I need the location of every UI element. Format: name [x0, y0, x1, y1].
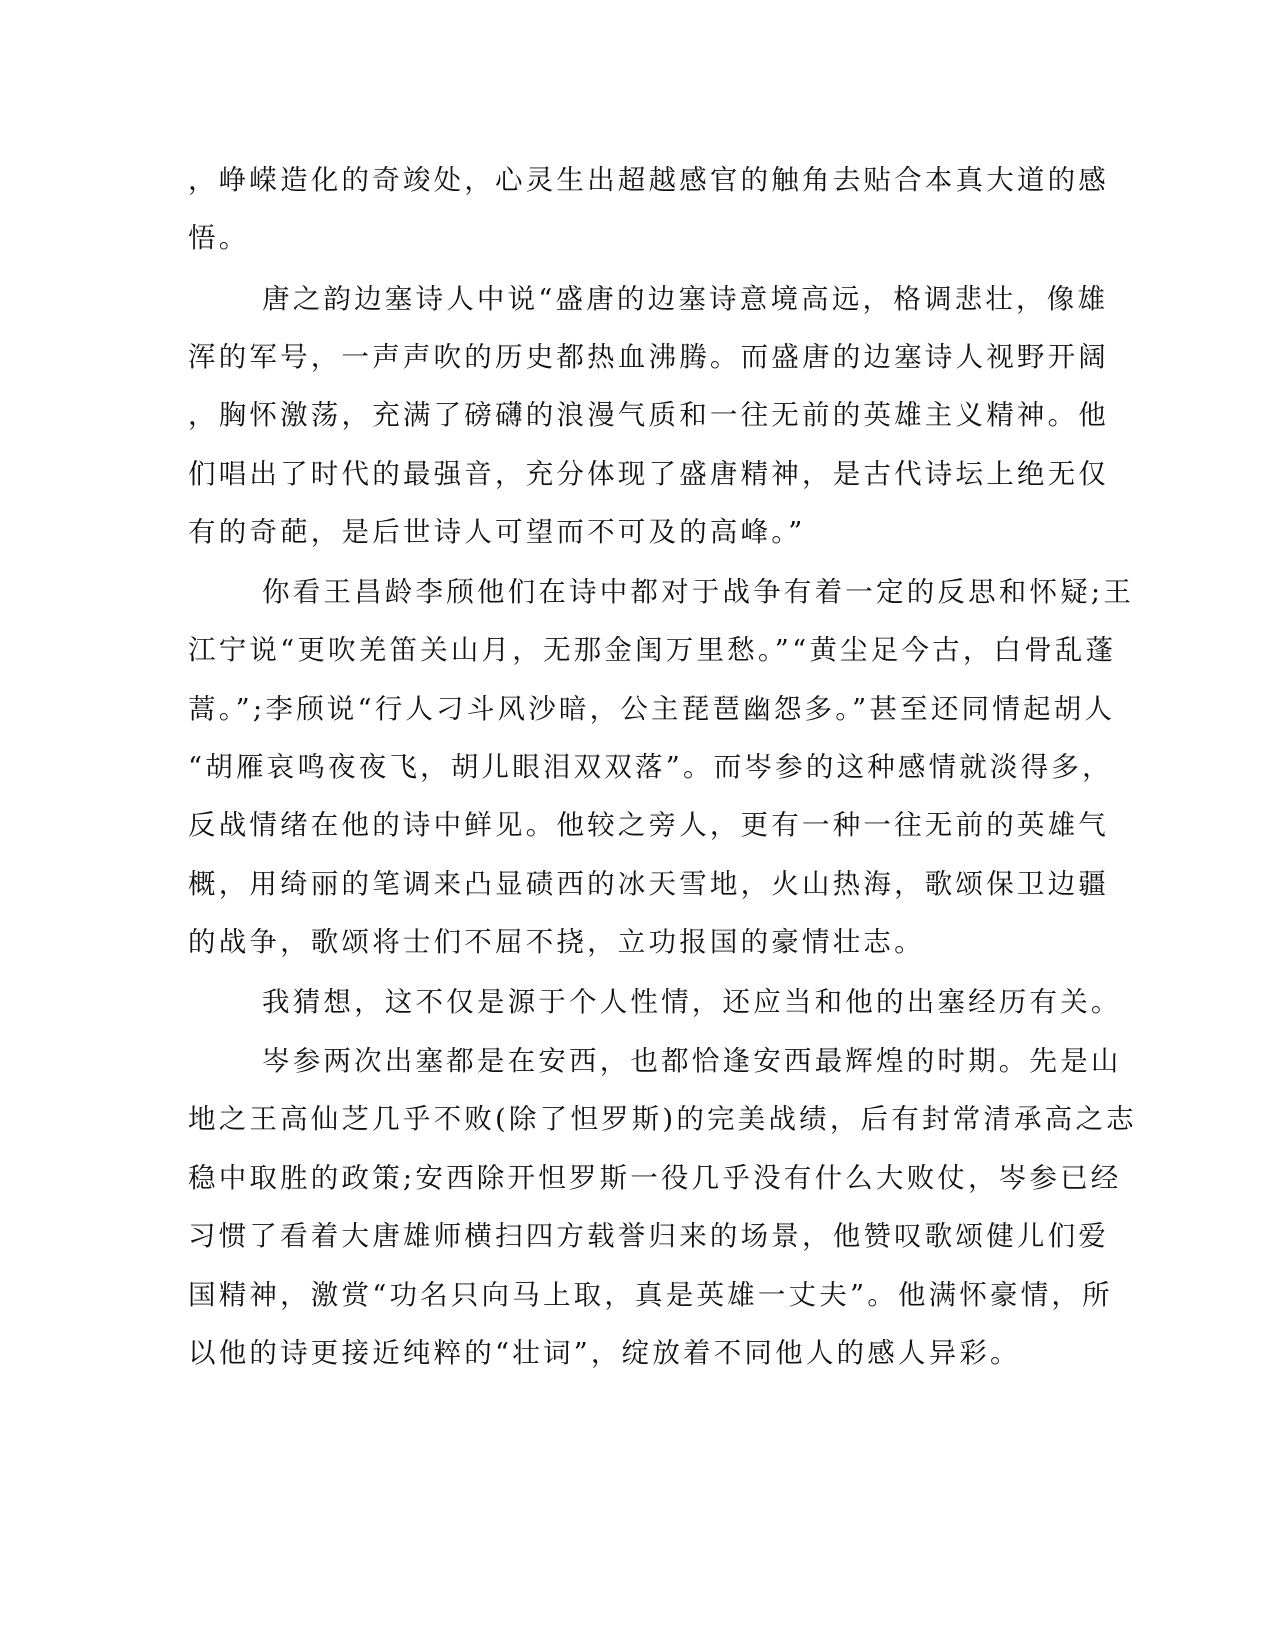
text-line: ，胸怀激荡，充满了磅礴的浪漫气质和一往无前的英雄主义精神。他 — [188, 399, 1109, 431]
paragraph-first-line: 我猜想，这不仅是源于个人性情，还应当和他的出塞经历有关。 — [262, 986, 1122, 1018]
text-line: “胡雁哀鸣夜夜飞，胡儿眼泪双双落”。而岑参的这种感情就淡得多， — [188, 751, 1113, 783]
text-line: 以他的诗更接近纯粹的“壮词”，绽放着不同他人的感人异彩。 — [188, 1337, 1021, 1369]
paragraph-first-line: 唐之韵边塞诗人中说“盛唐的边塞诗意境高远，格调悲壮，像雄 — [262, 283, 1109, 315]
text-line: 悟。 — [188, 222, 250, 254]
text-line: 江宁说“更吹羌笛关山月，无那金闺万里愁。”“黄尘足今古，白骨乱蓬 — [188, 634, 1117, 666]
text-line: 的战争，歌颂将士们不屈不挠，立功报国的豪情壮志。 — [188, 926, 925, 958]
text-line: 习惯了看着大唐雄师横扫四方载誉归来的场景，他赞叹歌颂健儿们爱 — [188, 1220, 1109, 1252]
text-line: ，峥嵘造化的奇竣处，心灵生出超越感官的触角去贴合本真大道的感 — [188, 164, 1109, 196]
paragraph-first-line: 岑参两次出塞都是在安西，也都恰逢安西最辉煌的时期。先是山 — [262, 1045, 1122, 1077]
paragraph-first-line: 你看王昌龄李颀他们在诗中都对于战争有着一定的反思和怀疑;王 — [262, 576, 1135, 608]
text-line: 有的奇葩，是后世诗人可望而不可及的高峰。” — [188, 516, 806, 548]
text-line: 反战情绪在他的诗中鲜见。他较之旁人，更有一种一往无前的英雄气 — [188, 809, 1109, 841]
text-line: 们唱出了时代的最强音，充分体现了盛唐精神，是古代诗坛上绝无仅 — [188, 458, 1109, 490]
text-line: 稳中取胜的政策;安西除开怛罗斯一役几乎没有什么大败仗，岑参已经 — [188, 1162, 1122, 1194]
text-line: 蒿。”;李颀说“行人刁斗风沙暗，公主琵琶幽怨多。”甚至还同情起胡人 — [188, 693, 1116, 725]
text-line: 浑的军号，一声声吹的历史都热血沸腾。而盛唐的边塞诗人视野开阔 — [188, 341, 1109, 373]
text-line: 概，用绮丽的笔调来凸显碛西的冰天雪地，火山热海，歌颂保卫边疆 — [188, 868, 1109, 900]
text-line: 国精神，激赏“功名只向马上取，真是英雄一丈夫”。他满怀豪情，所 — [188, 1279, 1113, 1311]
text-line: 地之王高仙芝几乎不败(除了怛罗斯)的完美战绩，后有封常清承高之志 — [188, 1103, 1137, 1135]
